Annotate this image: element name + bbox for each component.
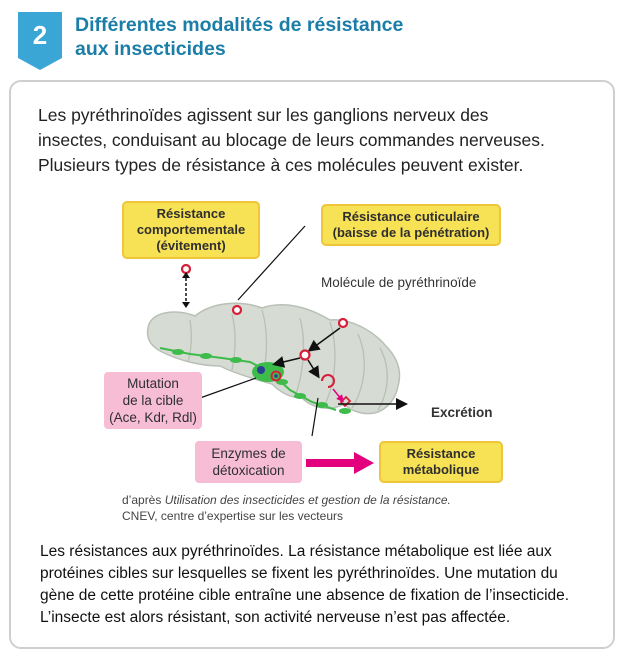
- summary-line: Les résistances aux pyréthrinoïdes. La résistance métabolique est liée aux: [40, 543, 552, 560]
- mutation-line: de la cible: [122, 393, 184, 408]
- credit-prefix: d’après: [122, 493, 165, 507]
- intro-line: insectes, conduisant au blocage de leurs commandes nerveuses.: [38, 130, 545, 150]
- summary-line: protéines cibles sur lesquelles se fixent les pyréthrinoïdes. Une mutation du: [40, 565, 558, 582]
- summary-line: gène de cette protéine cible entraîne une absence de fixation de l’insecticide.: [40, 587, 570, 604]
- cuticular-line: (baisse de la pénétration): [332, 225, 490, 240]
- metabolic-line: métabolique: [402, 462, 480, 477]
- mutation-line: Mutation: [127, 376, 179, 391]
- target-mutation-box: [104, 372, 202, 429]
- metabolic-resistance-box: [379, 441, 503, 483]
- credit-organization: CNEV, centre d’expertise sur les vecteurs: [122, 509, 343, 523]
- intro-line: Les pyréthrinoïdes agissent sur les ganglions nerveux des: [38, 105, 489, 125]
- enzymes-line: Enzymes de: [211, 446, 286, 461]
- source-credit: [122, 492, 451, 524]
- section-number: 2: [32, 20, 48, 50]
- summary-text: [40, 541, 600, 629]
- metabolic-line: Résistance: [406, 446, 476, 461]
- cuticular-resistance-box: [321, 204, 501, 246]
- summary-line: L’insecte est alors résistant, son activité nerveuse n’est pas affectée.: [40, 609, 511, 626]
- intro-line: Plusieurs types de résistance à ces molécules peuvent exister.: [38, 155, 524, 175]
- behavioral-line: (évitement): [156, 238, 226, 253]
- mutation-leader-line: [200, 378, 256, 398]
- behavioral-line: comportementale: [136, 222, 246, 237]
- title-line-2: aux insecticides: [75, 38, 226, 60]
- metabolic-arrow: [306, 452, 374, 474]
- excretion-label: Excrétion: [431, 405, 493, 420]
- enzymes-line: détoxication: [212, 463, 285, 478]
- behavioral-resistance-box: [122, 201, 260, 259]
- title-line-1: Différentes modalités de résistance: [75, 14, 404, 36]
- detox-enzymes-box: [195, 441, 302, 483]
- mutation-line: (Ace, Kdr, Rdl): [109, 410, 197, 425]
- credit-source-title: Utilisation des insecticides et gestion de la résistance.: [164, 493, 451, 507]
- molecule-label: Molécule de pyréthrinoïde: [321, 275, 477, 290]
- cuticular-line: Résistance cuticulaire: [342, 209, 480, 224]
- behavioral-line: Résistance: [156, 206, 226, 221]
